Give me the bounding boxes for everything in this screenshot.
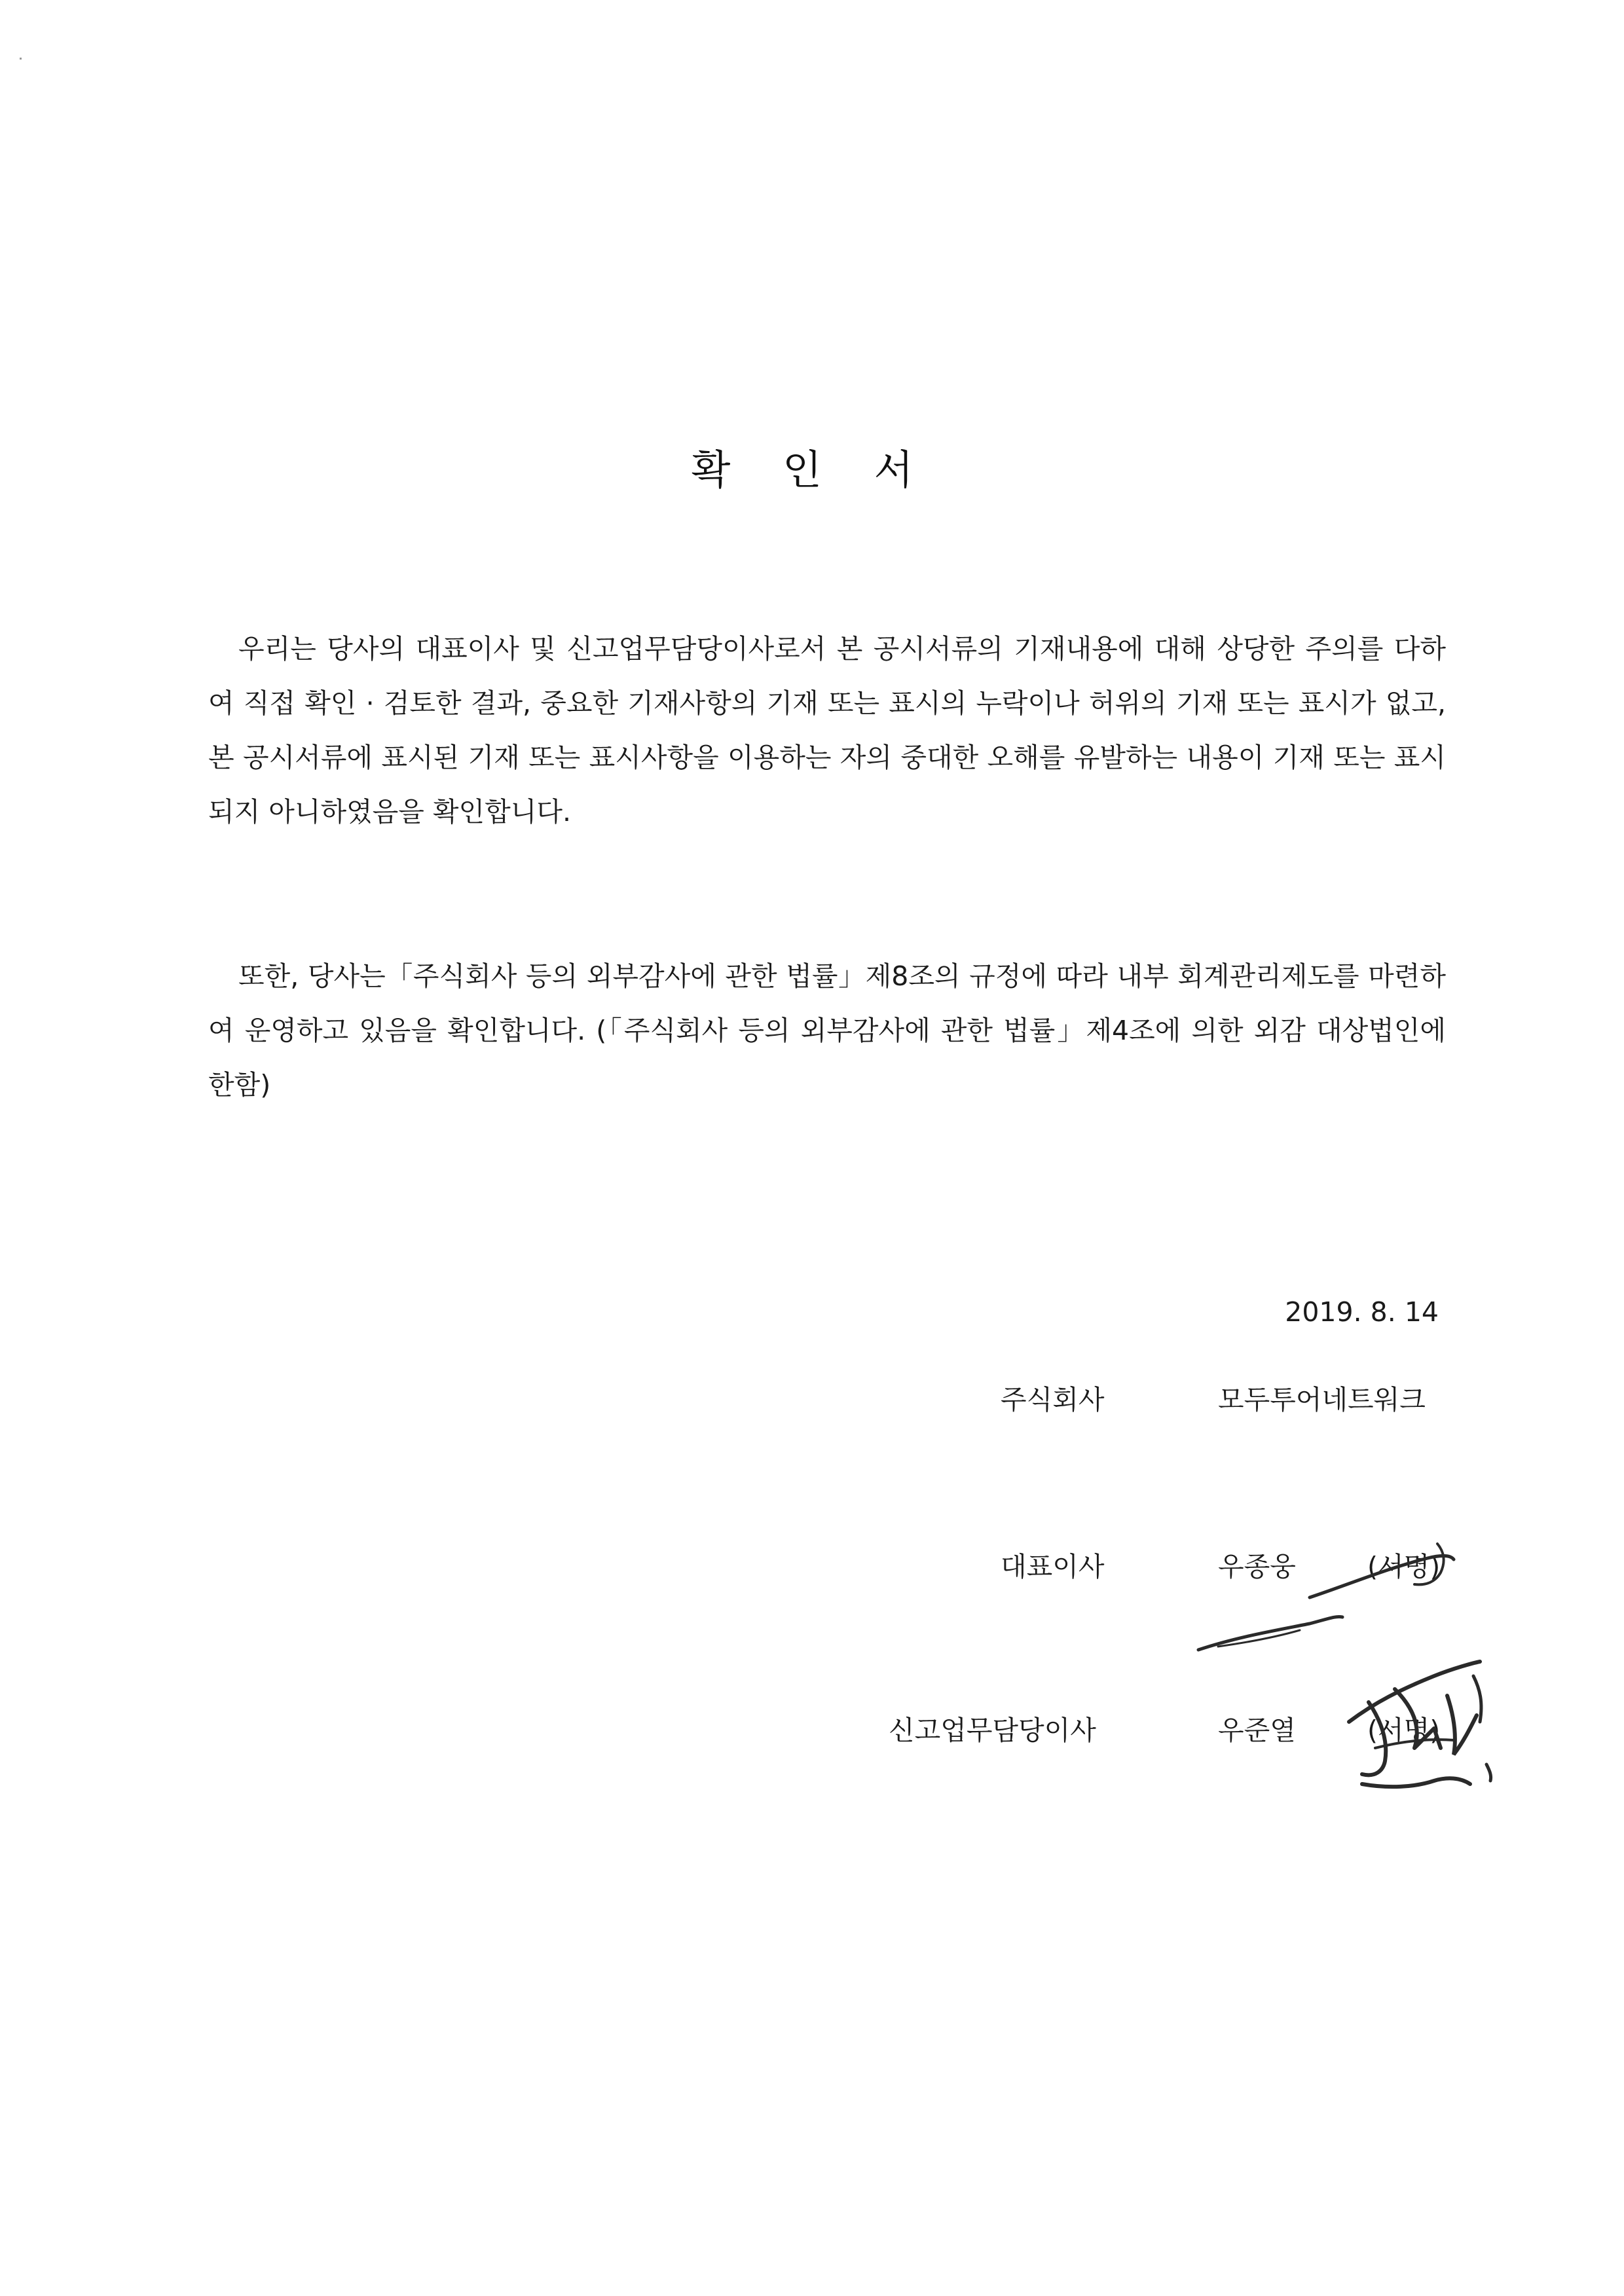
director-sign-placeholder: (서명) [1367, 1715, 1441, 1746]
internal-control-paragraph: 또한, 당사는「주식회사 등의 외부감사에 관한 법률」제8조의 규정에 따라 내부 회계관리제도를 마련하여 운영하고 있음을 확인합니다. (「주식회사 등의 외부감사에 관한 법률」제4조에 의한 외감 대상법인에 한함) [208, 960, 1446, 1101]
director-label: 신고업무담당이사 [889, 1715, 1096, 1746]
ceo-label: 대표이사 [1001, 1551, 1105, 1582]
document-title: 확 인 서 [691, 446, 933, 494]
company-name: 모두투어네트워크 [1218, 1384, 1426, 1415]
confirmation-paragraph: 우리는 당사의 대표이사 및 신고업무담당이사로서 본 공시서류의 기재내용에 대해 상당한 주의를 다하여 직접 확인 · 검토한 결과, 중요한 기재사항의 기재 또는 표시의 누락이나 허위의 기재 또는 표시가 없고, 본 공시서류에 표시된 기재 또는 표시사항을 이용하는 자의 중대한 오해를 유발하는 내용이 기재 또는 표시되지 아니하였음을 확인합니다. [208, 633, 1446, 828]
director-name: 우준열 [1218, 1715, 1296, 1746]
ceo-name: 우종웅 [1218, 1551, 1296, 1582]
company-label: 주식회사 [1001, 1384, 1105, 1415]
ceo-sign-placeholder: (서명) [1367, 1551, 1441, 1582]
document-date: 2019. 8. 14 [1285, 1296, 1439, 1328]
